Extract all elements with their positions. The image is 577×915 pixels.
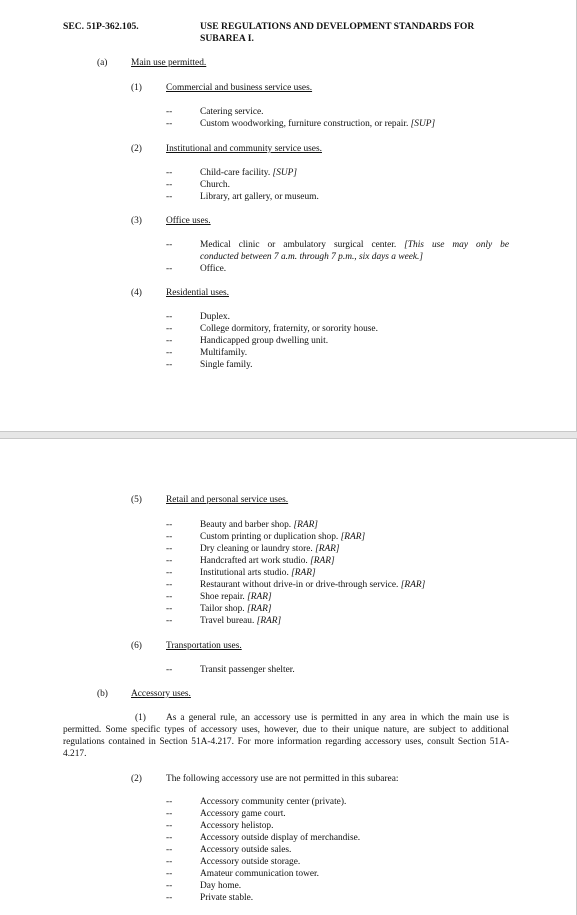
list-item: Private stable.	[200, 893, 254, 903]
list-item: Accessory community center (private).	[200, 797, 347, 807]
group-5-heading: Retail and personal service uses.	[166, 495, 289, 505]
list-bullet: --	[166, 312, 173, 322]
use-note: [SUP]	[272, 168, 298, 178]
use-note: [RAR]	[293, 520, 318, 530]
list-item: Amateur communication tower.	[200, 869, 319, 879]
list-item: Catering service.	[200, 107, 264, 117]
list-bullet: --	[166, 869, 173, 879]
list-item: Medical clinic or ambulatory surgical center. [This use may only be	[200, 240, 509, 250]
list-bullet: --	[166, 180, 173, 190]
list-item: Day home.	[200, 881, 242, 891]
list-bullet: --	[166, 324, 173, 334]
group-2-heading: Institutional and community service uses.	[166, 144, 322, 154]
list-item: Beauty and barber shop. [RAR]	[200, 520, 318, 530]
list-item: College dormitory, fraternity, or sorority house.	[200, 324, 378, 334]
use-note: [RAR]	[256, 616, 282, 626]
list-bullet: --	[166, 809, 173, 819]
list-bullet: --	[166, 544, 173, 554]
list-item: Accessory outside display of merchandise.	[200, 833, 361, 843]
section-title-line1: USE REGULATIONS AND DEVELOPMENT STANDARDS FOR	[200, 21, 475, 32]
list-bullet: --	[166, 520, 173, 530]
use-note-continued: conducted between 7 a.m. through 7 p.m., six days a week.]	[200, 252, 424, 262]
section-title-line2: SUBAREA I.	[200, 33, 254, 44]
list-bullet: --	[166, 568, 173, 578]
list-item: Transit passenger shelter.	[200, 665, 295, 675]
group-3-number: (3)	[131, 216, 142, 226]
list-bullet: --	[166, 240, 173, 250]
list-bullet: --	[166, 797, 173, 807]
group-6-heading: Transportation uses.	[166, 641, 242, 651]
document-page-2	[0, 438, 577, 915]
list-bullet: --	[166, 833, 173, 843]
list-item: Accessory helistop.	[200, 821, 274, 831]
use-note: [RAR]	[340, 532, 366, 542]
use-note: [RAR]	[315, 544, 340, 554]
list-item: Single family.	[200, 360, 253, 370]
use-note: [This use may only be	[404, 240, 509, 250]
list-bullet: --	[166, 616, 173, 626]
use-note: [RAR]	[400, 580, 426, 590]
accessory-paragraph-1	[63, 712, 509, 760]
list-bullet: --	[166, 264, 173, 274]
list-bullet: --	[166, 107, 173, 117]
list-bullet: --	[166, 604, 173, 614]
document-page-1	[0, 0, 577, 432]
group-2-number: (2)	[131, 144, 142, 154]
list-item: Dry cleaning or laundry store. [RAR]	[200, 544, 340, 554]
list-item: Accessory game court.	[200, 809, 286, 819]
list-bullet: --	[166, 192, 173, 202]
use-note: [RAR]	[247, 604, 272, 614]
list-item: Multifamily.	[200, 348, 248, 358]
paragraph-number: (1)	[135, 713, 146, 723]
paragraph-2-text: The following accessory use are not permitted in this subarea:	[166, 774, 399, 784]
list-bullet: --	[166, 348, 173, 358]
group-3-heading: Office uses.	[166, 216, 211, 226]
list-bullet: --	[166, 360, 173, 370]
list-item: Accessory outside sales.	[200, 845, 292, 855]
list-bullet: --	[166, 532, 173, 542]
list-bullet: --	[166, 845, 173, 855]
list-item: Custom printing or duplication shop. [RAR]	[200, 532, 366, 542]
subsection-b-marker: (b)	[97, 689, 108, 699]
list-item: Handicapped group dwelling unit.	[200, 336, 329, 346]
list-item: Accessory outside storage.	[200, 857, 301, 867]
list-bullet: --	[166, 893, 173, 903]
section-number: SEC. 51P-362.105.	[63, 21, 139, 32]
list-item: Custom woodworking, furniture construction, or repair. [SUP]	[200, 119, 436, 129]
group-6-number: (6)	[131, 641, 142, 651]
list-bullet: --	[166, 580, 173, 590]
list-bullet: --	[166, 857, 173, 867]
list-bullet: --	[166, 592, 173, 602]
use-note: [RAR]	[247, 592, 272, 602]
subsection-a-marker: (a)	[97, 58, 108, 68]
paragraph-2-number: (2)	[131, 774, 142, 784]
subsection-a-heading: Main use permitted.	[131, 58, 207, 68]
list-item: Child-care facility. [SUP]	[200, 168, 298, 178]
list-item: Institutional arts studio. [RAR]	[200, 568, 316, 578]
list-bullet: --	[166, 556, 173, 566]
use-note: [RAR]	[310, 556, 335, 566]
list-item: Restaurant without drive-in or drive-through service. [RAR]	[200, 580, 426, 590]
list-bullet: --	[166, 881, 173, 891]
group-1-heading: Commercial and business service uses.	[166, 83, 313, 93]
list-bullet: --	[166, 336, 173, 346]
group-1-number: (1)	[131, 83, 142, 93]
group-5-number: (5)	[131, 495, 142, 505]
use-note: [SUP]	[410, 119, 436, 129]
list-item: Church.	[200, 180, 230, 190]
list-bullet: --	[166, 821, 173, 831]
group-4-heading: Residential uses.	[166, 288, 230, 298]
list-item: Library, art gallery, or museum.	[200, 192, 319, 202]
list-item: Tailor shop. [RAR]	[200, 604, 272, 614]
list-bullet: --	[166, 168, 173, 178]
use-note: [RAR]	[291, 568, 316, 578]
subsection-b-heading: Accessory uses.	[131, 689, 191, 699]
list-bullet: --	[166, 119, 173, 129]
list-item: Duplex.	[200, 312, 230, 322]
list-item: Shoe repair. [RAR]	[200, 592, 272, 602]
list-bullet: --	[166, 665, 173, 675]
list-item: Office.	[200, 264, 227, 274]
list-item: Travel bureau. [RAR]	[200, 616, 282, 626]
paragraph-text: As a general rule, an accessory use is permitted in any area in which the main use is permitted. Some specific types of accessory uses, however, due to their unique nature, are subject to additional regulations contained in Section 51A-4.217. For more information regarding accessory uses, consult Section 51A-4.217.	[63, 713, 509, 759]
group-4-number: (4)	[131, 288, 142, 298]
list-item: Handcrafted art work studio. [RAR]	[200, 556, 335, 566]
